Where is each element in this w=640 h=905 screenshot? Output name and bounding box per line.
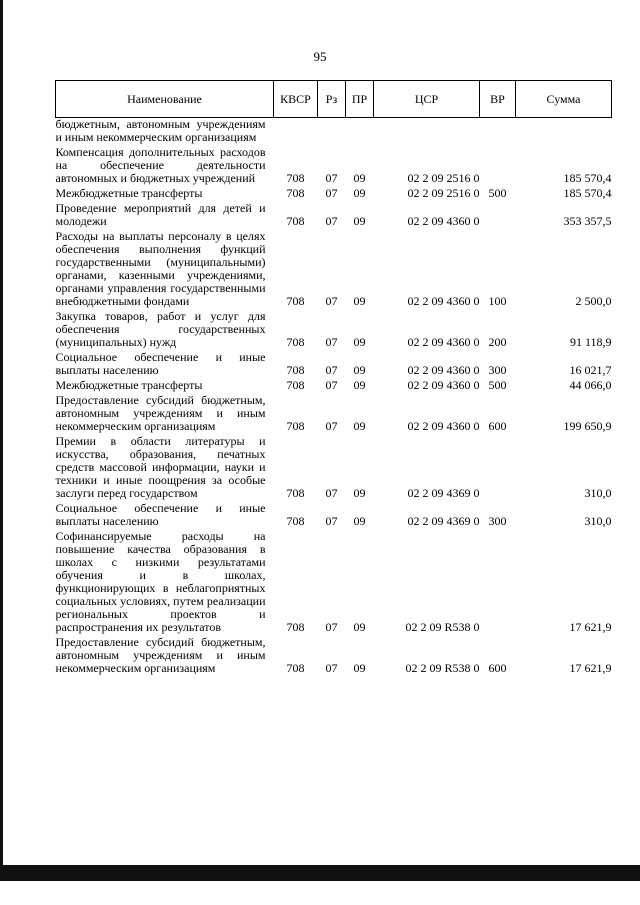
- row-name: Закупка товаров, работ и услуг для обеспечения государственных (муниципальных) нужд: [55, 309, 266, 349]
- row-name: Социальное обеспечение и иные выплаты населению: [55, 501, 266, 528]
- row-sum: 199 650,9: [563, 419, 612, 433]
- row-sum: 91 118,9: [569, 335, 612, 349]
- row-pr: 09: [353, 514, 366, 528]
- row-csr: 02 2 09 4369 0: [407, 486, 480, 500]
- table-row: [56, 118, 612, 145]
- row-csr: 02 2 09 R538 0: [405, 620, 480, 634]
- row-sum: [516, 118, 612, 145]
- row-pr: 09: [353, 186, 366, 200]
- row-rz: 07: [325, 486, 338, 500]
- row-vr: 600: [488, 419, 507, 433]
- page-number: 95: [313, 49, 327, 64]
- row-kvsr: 708: [286, 661, 305, 675]
- row-name: бюджетным, автономным учреждениям и иным некоммерческим организациям: [55, 117, 266, 144]
- row-pr: [346, 118, 374, 145]
- row-rz: 07: [325, 363, 338, 377]
- row-rz: 07: [325, 294, 338, 308]
- row-kvsr: 708: [286, 419, 305, 433]
- row-kvsr: 708: [286, 514, 305, 528]
- row-kvsr: 708: [286, 294, 305, 308]
- row-csr: 02 2 09 2516 0: [407, 186, 480, 200]
- row-vr: 500: [488, 378, 507, 392]
- row-pr: 09: [353, 171, 366, 185]
- row-rz: 07: [325, 661, 338, 675]
- row-rz: 07: [325, 419, 338, 433]
- row-sum: 44 066,0: [569, 378, 612, 392]
- table-row: [56, 530, 612, 634]
- row-name: Предоставление субсидий бюджетным, автономным учреждениям и иным некоммерческим организациям: [55, 635, 266, 675]
- table-row: [56, 187, 612, 200]
- header-name: Наименование: [56, 81, 274, 118]
- table-row: [56, 146, 612, 185]
- row-vr: 200: [488, 335, 507, 349]
- row-csr: 02 2 09 4360 0: [407, 363, 480, 377]
- row-vr: 100: [488, 294, 507, 308]
- table-row: [56, 394, 612, 433]
- row-name: Премии в области литературы и искусства, образования, печатных средств массовой информации, науки и техники и иные поощрения за особые заслуги перед государством: [55, 434, 266, 500]
- table-row: [56, 202, 612, 228]
- row-pr: 09: [353, 294, 366, 308]
- table-row: [56, 310, 612, 349]
- row-pr: 09: [353, 620, 366, 634]
- table-row: [56, 435, 612, 500]
- row-name: Расходы на выплаты персоналу в целях обеспечения выполнения функций государственными (муниципальными) органами, казенными учреждениями, органами управления государственными внебюджетными фондами: [55, 229, 266, 308]
- row-kvsr: 708: [286, 620, 305, 634]
- header-csr: ЦСР: [374, 81, 480, 118]
- row-name: Проведение мероприятий для детей и молодежи: [55, 201, 266, 228]
- row-kvsr: 708: [286, 186, 305, 200]
- header-sum: Сумма: [516, 81, 612, 118]
- row-vr: [480, 435, 516, 500]
- header-vr: ВР: [480, 81, 516, 118]
- row-csr: 02 2 09 4360 0: [407, 335, 480, 349]
- row-pr: 09: [353, 363, 366, 377]
- row-vr: 600: [488, 661, 507, 675]
- row-csr: 02 2 09 4360 0: [407, 419, 480, 433]
- row-vr: [480, 530, 516, 634]
- row-vr: [480, 202, 516, 228]
- table-row: [56, 502, 612, 528]
- bottom-scan-border: [0, 865, 640, 881]
- row-sum: 17 621,9: [569, 661, 612, 675]
- table-row: [56, 230, 612, 308]
- row-pr: 09: [353, 419, 366, 433]
- row-csr: 02 2 09 2516 0: [407, 171, 480, 185]
- row-rz: 07: [325, 171, 338, 185]
- row-sum: 353 357,5: [563, 214, 612, 228]
- table-row: [56, 351, 612, 377]
- budget-table: [55, 80, 612, 675]
- row-vr: 300: [488, 514, 507, 528]
- row-sum: 16 021,7: [569, 363, 612, 377]
- row-vr: [480, 146, 516, 185]
- row-pr: 09: [353, 214, 366, 228]
- row-rz: 07: [325, 335, 338, 349]
- row-kvsr: 708: [286, 378, 305, 392]
- row-csr: 02 2 09 4360 0: [407, 214, 480, 228]
- row-kvsr: 708: [286, 335, 305, 349]
- row-pr: 09: [353, 378, 366, 392]
- row-kvsr: 708: [286, 214, 305, 228]
- row-rz: [318, 118, 346, 145]
- row-csr: [374, 118, 480, 145]
- header-kvsr: КВСР: [274, 81, 318, 118]
- header-pr: ПР: [346, 81, 374, 118]
- row-sum: 17 621,9: [569, 620, 612, 634]
- row-sum: 185 570,4: [563, 186, 612, 200]
- row-name: Социальное обеспечение и иные выплаты населению: [55, 350, 266, 377]
- row-kvsr: 708: [286, 363, 305, 377]
- row-name: Компенсация дополнительных расходов на обеспечение деятельности автономных и бюджетных учреждений: [55, 145, 266, 185]
- row-vr: 300: [488, 363, 507, 377]
- row-rz: 07: [325, 620, 338, 634]
- row-csr: 02 2 09 R538 0: [405, 661, 480, 675]
- row-name: Межбюджетные трансферты: [55, 186, 203, 200]
- row-pr: 09: [353, 335, 366, 349]
- row-name: Предоставление субсидий бюджетным, автономным учреждениям и иным некоммерческим организациям: [55, 393, 266, 433]
- row-pr: 09: [353, 661, 366, 675]
- row-sum: 2 500,0: [575, 294, 612, 308]
- table-header-row: [56, 81, 612, 118]
- left-scan-border: [0, 0, 3, 870]
- row-pr: 09: [353, 486, 366, 500]
- row-vr: 500: [488, 186, 507, 200]
- row-csr: 02 2 09 4360 0: [407, 294, 480, 308]
- row-kvsr: 708: [286, 486, 305, 500]
- row-sum: 185 570,4: [563, 171, 612, 185]
- row-rz: 07: [325, 186, 338, 200]
- row-csr: 02 2 09 4360 0: [407, 378, 480, 392]
- row-kvsr: 708: [286, 171, 305, 185]
- row-vr: [480, 118, 516, 145]
- row-sum: 310,0: [584, 486, 612, 500]
- row-name: Межбюджетные трансферты: [55, 378, 203, 392]
- header-rz: Рз: [318, 81, 346, 118]
- row-csr: 02 2 09 4369 0: [407, 514, 480, 528]
- table-row: [56, 636, 612, 675]
- row-name: Софинансируемые расходы на повышение качества образования в школах с низкими результатами обучения и в школах, функционирующих в неблагоприятных социальных условиях, путем реализации региональных проектов и распространения их результатов: [55, 529, 266, 634]
- row-kvsr: [274, 118, 318, 145]
- row-rz: 07: [325, 214, 338, 228]
- row-rz: 07: [325, 514, 338, 528]
- table-row: [56, 379, 612, 392]
- row-rz: 07: [325, 378, 338, 392]
- row-sum: 310,0: [584, 514, 612, 528]
